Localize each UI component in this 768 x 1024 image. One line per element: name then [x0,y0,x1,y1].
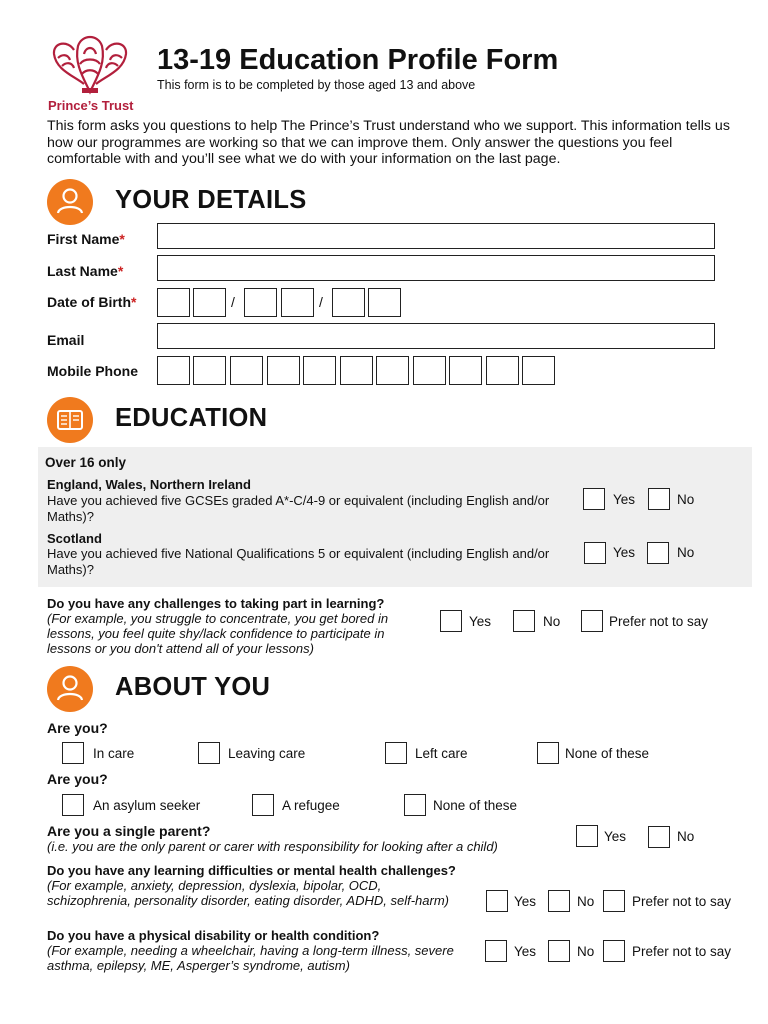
disability-no-checkbox[interactable] [548,940,570,962]
ewni-yes-checkbox[interactable] [583,488,605,510]
care-none-label: None of these [565,746,650,761]
dob-month-1[interactable] [244,288,277,317]
refugee-checkbox[interactable] [252,794,274,816]
last-name-field[interactable] [157,255,715,281]
mobile-digit[interactable] [340,356,373,385]
challenges-yes-label: Yes [469,614,492,629]
email-label: Email [47,332,85,348]
disability-yes-label: Yes [514,944,537,959]
mobile-digit[interactable] [413,356,446,385]
page-subtitle: This form is to be completed by those aged 13 and above [157,78,476,92]
mobile-label: Mobile Phone [47,363,138,379]
mobile-digit[interactable] [193,356,226,385]
dob-day-1[interactable] [157,288,190,317]
challenges-prefer-label: Prefer not to say [609,614,709,629]
disability-prefer-checkbox[interactable] [603,940,625,962]
leaving-care-checkbox[interactable] [198,742,220,764]
are-you-label: Are you? [47,720,108,736]
learning-yes-checkbox[interactable] [486,890,508,912]
mobile-digit[interactable] [230,356,263,385]
dob-separator: / [319,294,323,310]
intro-text: This form asks you questions to help The Prince’s Trust understand who we support. This information tells us how our programmes are working so that we can improve them. Only answer the questions you feel comfortable with and you’ll see what we do with your information on the last page. [47,118,730,167]
asylum-seeker-checkbox[interactable] [62,794,84,816]
about-you-title: ABOUT YOU [115,673,271,701]
email-field[interactable] [157,323,715,349]
challenges-no-checkbox[interactable] [513,610,535,632]
scotland-no-checkbox[interactable] [647,542,669,564]
last-name-label: Last Name* [47,263,124,279]
disability-no-label: No [577,944,595,959]
scotland-question: Have you achieved five National Qualifications 5 or equivalent (including English and/or Maths)? [47,546,550,577]
brand-name: Prince’s Trust [48,98,134,113]
are-you-label: Are you? [47,771,108,787]
single-parent-hint: (i.e. you are the only parent or carer with responsibility for looking after a child) [47,839,498,854]
learning-hint: (For example, anxiety, depression, dyslexia, bipolar, OCD, schizophrenia, personality disorder, eating disorder, ADHD, self-harm) [47,878,449,908]
learning-yes-label: Yes [514,894,537,909]
scotland-yes-label: Yes [613,545,636,560]
challenges-no-label: No [543,614,561,629]
refugee-label: A refugee [282,798,340,813]
single-parent-question: Are you a single parent? [47,823,211,839]
mobile-digit[interactable] [157,356,190,385]
person-icon [47,666,93,712]
learning-no-checkbox[interactable] [548,890,570,912]
mobile-digit[interactable] [486,356,519,385]
education-title: EDUCATION [115,404,268,432]
single-parent-yes-label: Yes [604,829,627,844]
ewni-no-checkbox[interactable] [648,488,670,510]
first-name-label: First Name* [47,231,125,247]
scotland-no-label: No [677,545,695,560]
challenges-yes-checkbox[interactable] [440,610,462,632]
single-parent-no-label: No [677,829,695,844]
challenges-question: Do you have any challenges to taking part in learning? [47,596,385,611]
ewni-yes-label: Yes [613,492,636,507]
status-none-label: None of these [433,798,518,813]
mobile-digit[interactable] [267,356,300,385]
disability-yes-checkbox[interactable] [485,940,507,962]
dob-day-2[interactable] [193,288,226,317]
challenges-prefer-checkbox[interactable] [581,610,603,632]
ewni-question: Have you achieved five GCSEs graded A*-C/4-9 or equivalent (including English and/or Maths)? [47,493,550,524]
learning-no-label: No [577,894,595,909]
over16-label: Over 16 only [45,455,127,470]
leaving-care-label: Leaving care [228,746,306,761]
learning-question: Do you have any learning difficulties or mental health challenges? [47,863,456,878]
dob-label: Date of Birth* [47,294,137,310]
scotland-heading: Scotland [47,531,102,546]
dob-year-2[interactable] [368,288,401,317]
princes-trust-logo [44,24,136,96]
scotland-yes-checkbox[interactable] [584,542,606,564]
disability-question: Do you have a physical disability or health condition? [47,928,380,943]
status-none-checkbox[interactable] [404,794,426,816]
challenges-hint: (For example, you struggle to concentrate, you get bored in lessons, you feel quite shy/lack confidence to participate in lessons or you don't attend all of your lessons) [47,611,389,656]
first-name-field[interactable] [157,223,715,249]
page-title: 13-19 Education Profile Form [157,44,559,76]
learning-prefer-checkbox[interactable] [603,890,625,912]
book-icon [47,397,93,443]
mobile-digit[interactable] [522,356,555,385]
mobile-digit[interactable] [449,356,482,385]
disability-hint: (For example, needing a wheelchair, having a long-term illness, severe asthma, epilepsy, ME, Asperger’s syndrome, autism) [47,943,454,973]
left-care-checkbox[interactable] [385,742,407,764]
dob-separator: / [231,294,235,310]
in-care-label: In care [93,746,135,761]
dob-month-2[interactable] [281,288,314,317]
your-details-title: YOUR DETAILS [115,186,307,214]
single-parent-yes-checkbox[interactable] [576,825,598,847]
single-parent-no-checkbox[interactable] [648,826,670,848]
left-care-label: Left care [415,746,468,761]
feathers-icon [44,24,136,96]
mobile-digit[interactable] [376,356,409,385]
asylum-seeker-label: An asylum seeker [93,798,201,813]
disability-prefer-label: Prefer not to say [632,944,732,959]
ewni-no-label: No [677,492,695,507]
dob-year-1[interactable] [332,288,365,317]
in-care-checkbox[interactable] [62,742,84,764]
mobile-digit[interactable] [303,356,336,385]
ewni-heading: England, Wales, Northern Ireland [47,477,251,492]
care-none-checkbox[interactable] [537,742,559,764]
learning-prefer-label: Prefer not to say [632,894,732,909]
person-icon [47,179,93,225]
